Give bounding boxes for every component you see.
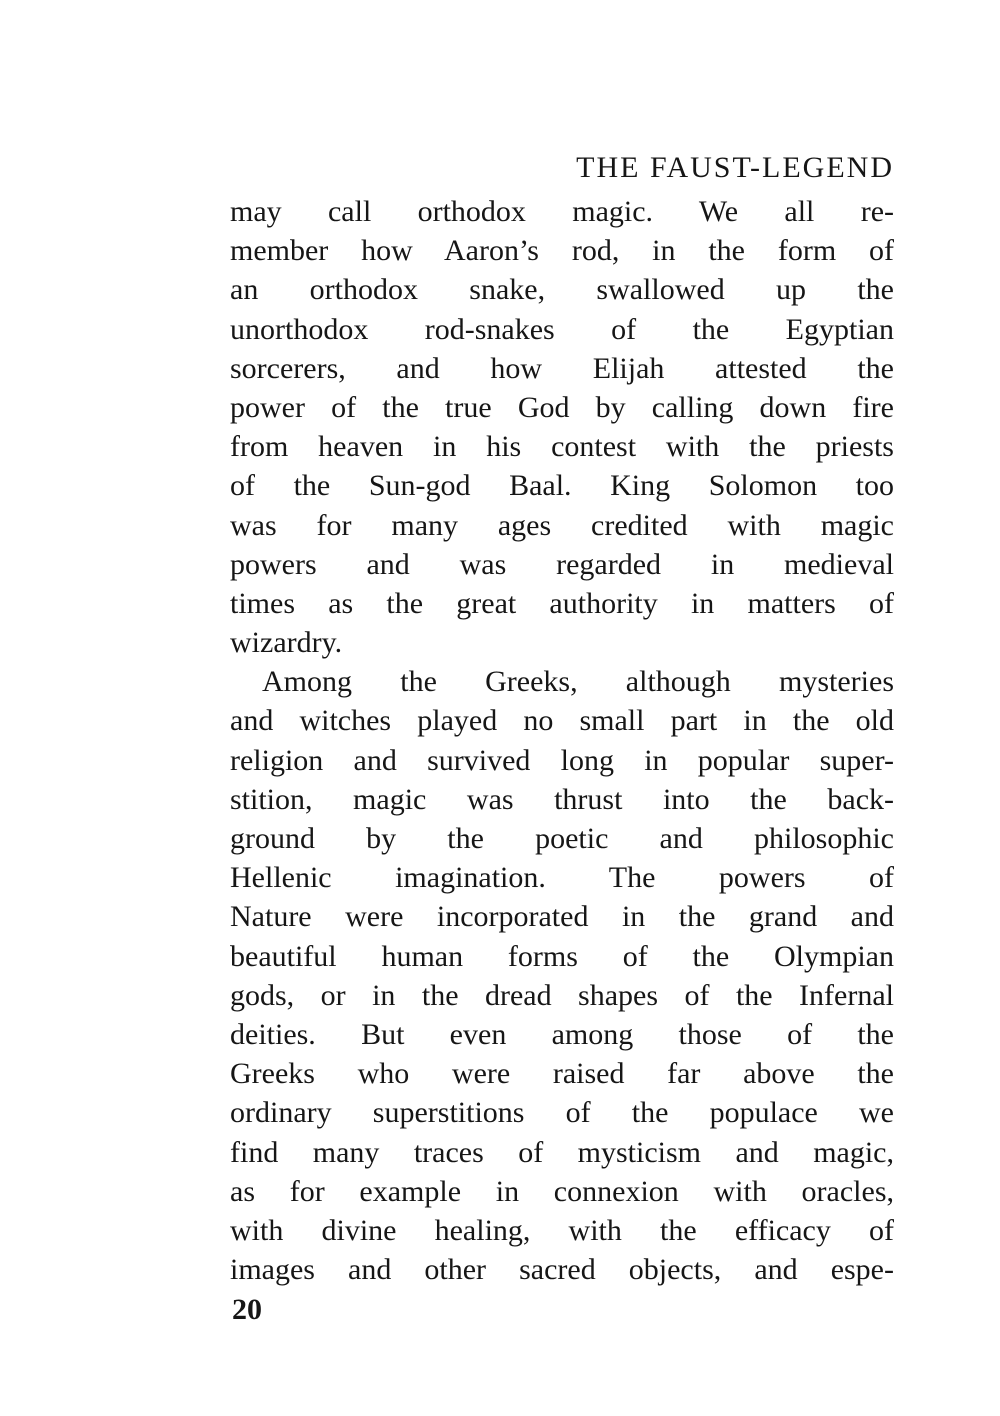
text-line: of the Sun-god Baal. King Solomon too	[230, 469, 894, 503]
paragraph-2	[230, 662, 894, 1289]
text-line: with divine healing, with the efficacy of	[230, 1213, 894, 1247]
text-line: wizardry.	[230, 626, 343, 660]
text-line: and witches played no small part in the old	[230, 704, 894, 738]
text-line: Among the Greeks, although mysteries	[262, 665, 894, 699]
body-text	[230, 192, 894, 1289]
text-line: deities. But even among those of the	[230, 1017, 894, 1051]
text-line: Hellenic imagination. The powers of	[230, 861, 894, 895]
text-line: find many traces of mysticism and magic,	[230, 1135, 894, 1169]
text-line: may call orthodox magic. We all re-	[230, 195, 894, 228]
text-line: member how Aaron’s rod, in the form of	[230, 234, 894, 268]
text-line: an orthodox snake, swallowed up the	[230, 273, 894, 307]
text-line: ground by the poetic and philosophic	[230, 822, 894, 855]
text-line: Nature were incorporated in the grand and	[230, 900, 894, 934]
page-number: 20	[232, 1293, 262, 1326]
text-line: sorcerers, and how Elijah attested the	[230, 351, 894, 385]
text-line: power of the true God by calling down fire	[230, 390, 894, 424]
text-line: ordinary superstitions of the populace we	[230, 1096, 894, 1130]
text-line: stition, magic was thrust into the back-	[230, 782, 894, 816]
text-line: times as the great authority in matters of	[230, 586, 894, 620]
text-line: religion and survived long in popular super-	[230, 743, 894, 777]
text-line: unorthodox rod-snakes of the Egyptian	[230, 312, 894, 346]
text-line: beautiful human forms of the Olympian	[230, 939, 894, 973]
text-line: Greeks who were raised far above the	[230, 1057, 894, 1091]
text-line: as for example in connexion with oracles,	[230, 1174, 894, 1208]
text-line: was for many ages credited with magic	[230, 508, 894, 542]
running-head: THE FAUST-LEGEND	[576, 151, 894, 184]
text-line: images and other sacred objects, and espe-	[230, 1253, 894, 1287]
text-line: from heaven in his contest with the priests	[230, 430, 894, 464]
text-line: powers and was regarded in medieval	[230, 547, 894, 581]
paragraph-1	[230, 192, 894, 662]
text-line: gods, or in the dread shapes of the Infernal	[230, 978, 894, 1012]
